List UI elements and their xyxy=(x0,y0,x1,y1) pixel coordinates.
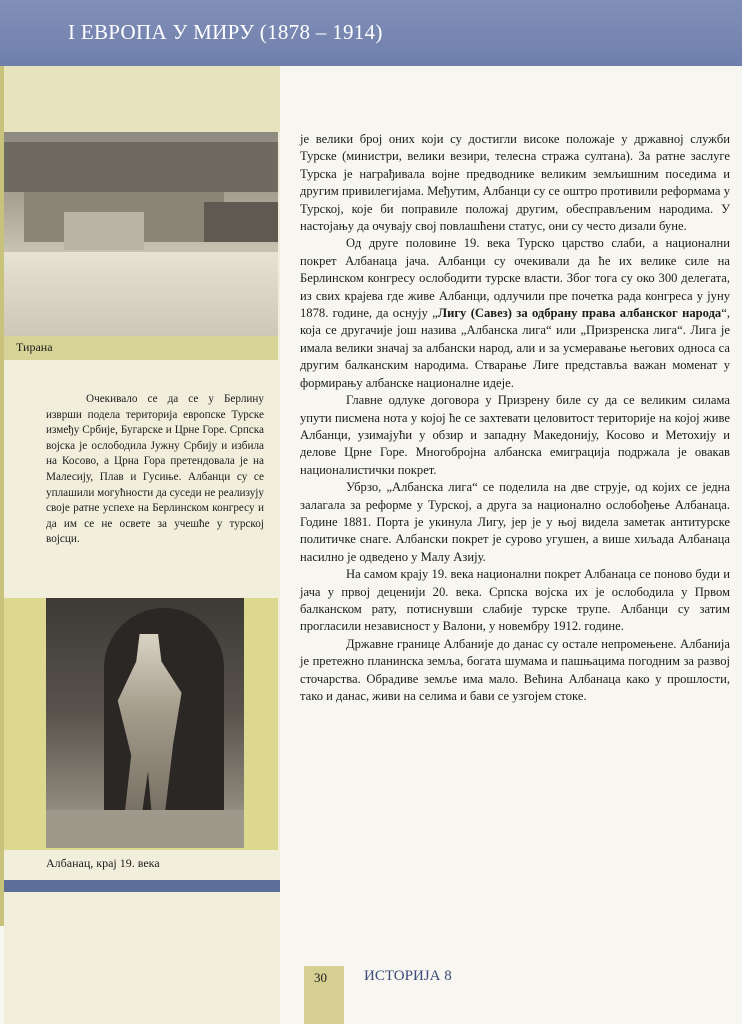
paragraph-text: “, која се другачије још назива „Албанска лига“ или „Призренска лига“. Лига је имала велики значај за албански народ, али и за усмеравање његових односа са другим балканским народима. Стварање Лиге представља важан моменат у формирању албанске националне идеје. xyxy=(300,306,730,390)
paragraph-text: Од друге половине 19. века Турско царство слаби, а национални покрет Албанаца јача. Албанци су очекивали да ће их велике силе на Берлинском конгресу ослободити турске власти. Због тога су око 300 делегата, из свих крајева где живе Албанци, одлучили пре почетка рада конгреса у јуну 1878. године, да оснују „ xyxy=(300,236,730,321)
book-title: ИСТОРИЈА 8 xyxy=(364,968,452,984)
photo-caption: Албанац, крај 19. века xyxy=(46,856,160,870)
paragraph: Државне границе Албаније до данас су остале непромењене. Албанија је претежно планинска земља, богата шумама и пашњацима погодним за развој сточарства. Обрадиве земље има мало. Већина Албанаца како у прошлости, тако и данас, живи на селима и бави се узгојем стоке. xyxy=(300,636,730,703)
main-text xyxy=(300,131,730,705)
divider xyxy=(4,880,280,892)
paragraph: је велики број оних који су достигли високе положаје у државној служби Турске (министри, велики везири, телесна стража султана). За ратне заслуге Турска је награђивала војне предводнике великим земљишним поседима и другим привилегијама. Међутим, Албанци су се оштро противили реформама у Турској, које би поправиле положај другим, обесправљеним народима. У настојању да очувају свој повлашћени статус, они су често дизали буне. xyxy=(300,132,730,234)
tirana-photo xyxy=(4,132,278,336)
page-number: 30 xyxy=(314,970,327,985)
bold-term: Лигу (Савез) за одбрану права албанског народа xyxy=(437,306,722,321)
photo-caption: Тирана xyxy=(16,340,53,354)
paragraph: На самом крају 19. века национални покрет Албанаца се поново буди и јача у првој деценији 20. века. Српска војска их је ослободила у Првом балканском рату, потиснувши слабије турске трупе. Албанци су затим прогласили независност у Валони, у новембру 1912. године. xyxy=(300,567,730,634)
paragraph xyxy=(300,235,730,392)
sidebar-text-box xyxy=(46,392,264,548)
paragraph: Главне одлуке договора у Призрену биле су да се великим силама упути писмена нота у којој ће се захтевати целовитост територије на којој живе Албанци, узимајући у обзир и западну Македонију, Косово и Метохију и делове Црне Горе. Многобројна албанска емиграција подржала је овакав националистички покрет. xyxy=(300,393,730,477)
sidebar-paragraph: Очекивало се да се у Берлину изврши подела територија европске Турске између Србије, Бугарске и Црне Горе. Српска војска је ослободила Јужну Србију и избила на Косово, а Црна Гора претендовала је на Малесију, Плав и Гусиње. Албанци су се уплашили могућности да суседи не реализују своје ратне успехе на Берлинском конгресу и да им се не осветe за учешће у турској војсци. xyxy=(46,393,264,546)
albanian-man-photo xyxy=(46,598,244,848)
left-column-top-band xyxy=(4,66,280,132)
chapter-title: I ЕВРОПА У МИРУ (1878 – 1914) xyxy=(68,20,383,44)
paragraph: Убрзо, „Албанска лига“ се поделила на две струје, од којих се једна залагала за реформе у Турској, а друга за национално ослобођење Албанаца. Године 1881. Порта је укинула Лигу, јер је у њој видела заметак антитурске политичке снаге. Албански покрет је сурово угушен, а више хиљада Албанаца насилно је одведено у Малу Азију. xyxy=(300,480,730,564)
